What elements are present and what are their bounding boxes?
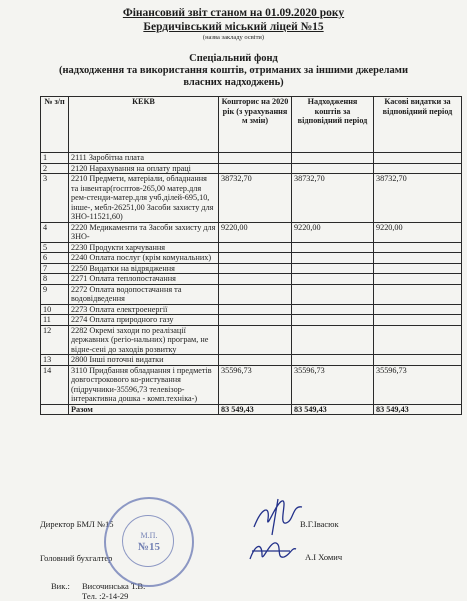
table-row — [41, 253, 462, 264]
row-kekv: 2800 Інші поточні видатки — [69, 355, 219, 366]
row-num: 14 — [41, 365, 69, 404]
row-kekv: 2111 Заробітна плата — [69, 153, 219, 164]
row-expense — [374, 315, 462, 326]
row-kekv: 2120 Нарахування на оплату праці — [69, 163, 219, 174]
row-kekv: 2271 Оплата теплопостачання — [69, 274, 219, 285]
row-num: 7 — [41, 263, 69, 274]
director-signature — [248, 497, 308, 539]
row-num: 11 — [41, 315, 69, 326]
row-income — [292, 315, 374, 326]
accountant-signature — [246, 537, 298, 567]
row-income: 35596,73 — [292, 365, 374, 404]
executor-label: Вик.: — [51, 581, 70, 591]
row-num: 1 — [41, 153, 69, 164]
row-budget — [219, 315, 292, 326]
row-kekv: 2250 Видатки на відрядження — [69, 263, 219, 274]
row-expense — [374, 153, 462, 164]
row-kekv: 2210 Предмети, матеріали, обладнання та інвентар(госптов-265,00 матер.для рем-стенди-матер.для учб.ділей-695,10, інше-, мебл-26251,00 Засоби захисту для ЗНО-11521,60) — [69, 174, 219, 223]
row-income — [292, 253, 374, 264]
table-row — [41, 365, 462, 404]
director-name: В.Г.Івасюк — [300, 519, 339, 529]
header-expense: Касові видатки за відповідний період — [374, 97, 462, 153]
school-caption: (назва закладу освіти) — [202, 34, 265, 41]
row-budget — [219, 304, 292, 315]
table-row — [41, 315, 462, 326]
row-expense: 9220,00 — [374, 222, 462, 242]
row-kekv: 2282 Окремі заходи по реалізації державних (регіо-нальних) програм, не віднe-сені до заходів розвитку — [69, 325, 219, 355]
report-header — [0, 6, 467, 42]
row-num: 13 — [41, 355, 69, 366]
row-budget: 38732,70 — [219, 174, 292, 223]
row-num: 5 — [41, 242, 69, 253]
director-label: Директор БМЛ №15 — [40, 519, 114, 529]
row-num: 2 — [41, 163, 69, 174]
report-table — [40, 96, 462, 415]
row-budget — [219, 153, 292, 164]
row-budget — [219, 163, 292, 174]
header-budget: Кошторис на 2020 рік (з урахування м змін) — [219, 97, 292, 153]
table-row — [41, 355, 462, 366]
row-budget — [219, 325, 292, 355]
row-income: 38732,70 — [292, 174, 374, 223]
row-kekv: 2220 Медикаменти та Засоби захисту для ЗНО- — [69, 222, 219, 242]
total-label: Разом — [69, 404, 219, 415]
row-expense: 35596,73 — [374, 365, 462, 404]
row-expense — [374, 163, 462, 174]
row-kekv: 2230 Продукти харчування — [69, 242, 219, 253]
row-budget — [219, 253, 292, 264]
row-kekv: 2274 Оплата природного газу — [69, 315, 219, 326]
official-stamp — [104, 497, 194, 587]
row-expense — [374, 253, 462, 264]
row-num: 6 — [41, 253, 69, 264]
table-row — [41, 274, 462, 285]
row-expense — [374, 274, 462, 285]
total-row — [41, 404, 462, 415]
row-expense — [374, 325, 462, 355]
row-num: 4 — [41, 222, 69, 242]
row-income — [292, 263, 374, 274]
row-budget — [219, 274, 292, 285]
total-expense: 83 549,43 — [374, 404, 462, 415]
table-row — [41, 153, 462, 164]
row-income — [292, 325, 374, 355]
row-budget — [219, 242, 292, 253]
row-num: 3 — [41, 174, 69, 223]
row-num: 10 — [41, 304, 69, 315]
executor-name: Височинська Т.В. — [82, 581, 146, 591]
total-income: 83 549,43 — [292, 404, 374, 415]
row-budget — [219, 355, 292, 366]
row-budget — [219, 284, 292, 304]
row-kekv: 2272 Оплата водопостачання та водовідведення — [69, 284, 219, 304]
row-kekv: 2240 Оплата послуг (крім комунальних) — [69, 253, 219, 264]
total-budget: 83 549,43 — [219, 404, 292, 415]
row-expense — [374, 355, 462, 366]
row-kekv: 2273 Оплата електроенергії — [69, 304, 219, 315]
row-income — [292, 274, 374, 285]
fund-heading — [0, 53, 467, 88]
stamp-mp: М.П. — [140, 531, 158, 540]
row-expense — [374, 304, 462, 315]
fund-title: Спеціальний фонд — [189, 53, 278, 64]
row-budget: 35596,73 — [219, 365, 292, 404]
table-row — [41, 222, 462, 242]
table-row — [41, 163, 462, 174]
header-num: № з/п — [41, 97, 69, 153]
row-budget: 9220,00 — [219, 222, 292, 242]
row-num: 12 — [41, 325, 69, 355]
fund-subtitle-line1: (надходження та використання коштів, отриманих за іншими джерелами — [59, 65, 408, 76]
header-kekv: КЕКВ — [69, 97, 219, 153]
row-budget — [219, 263, 292, 274]
row-expense: 38732,70 — [374, 174, 462, 223]
row-kekv: 3110 Придбання обладнання і предметів довгострокового ко-ристування (підручники-35596,73 телевізор-інтерактивна дошка - комп.техніка-) — [69, 365, 219, 404]
row-income — [292, 153, 374, 164]
header-income: Надходження коштів за відповідний період — [292, 97, 374, 153]
table-row — [41, 174, 462, 223]
fund-subtitle-line2: власних надходжень) — [183, 77, 284, 88]
accountant-name: А.І Хомич — [305, 552, 343, 562]
row-income — [292, 242, 374, 253]
row-income — [292, 163, 374, 174]
row-income: 9220,00 — [292, 222, 374, 242]
stamp-number: №15 — [137, 541, 161, 553]
table-header-row — [41, 97, 462, 153]
row-num: 8 — [41, 274, 69, 285]
school-name: Бердичівський міський ліцей №15 — [143, 21, 324, 33]
table-row — [41, 242, 462, 253]
row-income — [292, 304, 374, 315]
row-income — [292, 284, 374, 304]
row-expense — [374, 242, 462, 253]
executor-phone: Тел. :2-14-29 — [82, 591, 129, 601]
row-expense — [374, 284, 462, 304]
table-row — [41, 263, 462, 274]
table-row — [41, 284, 462, 304]
row-num: 9 — [41, 284, 69, 304]
table-row — [41, 304, 462, 315]
report-title: Фінансовий звіт станом на 01.09.2020 року — [122, 7, 345, 19]
accountant-label: Головний бухгалтер — [40, 553, 113, 563]
row-expense — [374, 263, 462, 274]
row-income — [292, 355, 374, 366]
table-row — [41, 325, 462, 355]
